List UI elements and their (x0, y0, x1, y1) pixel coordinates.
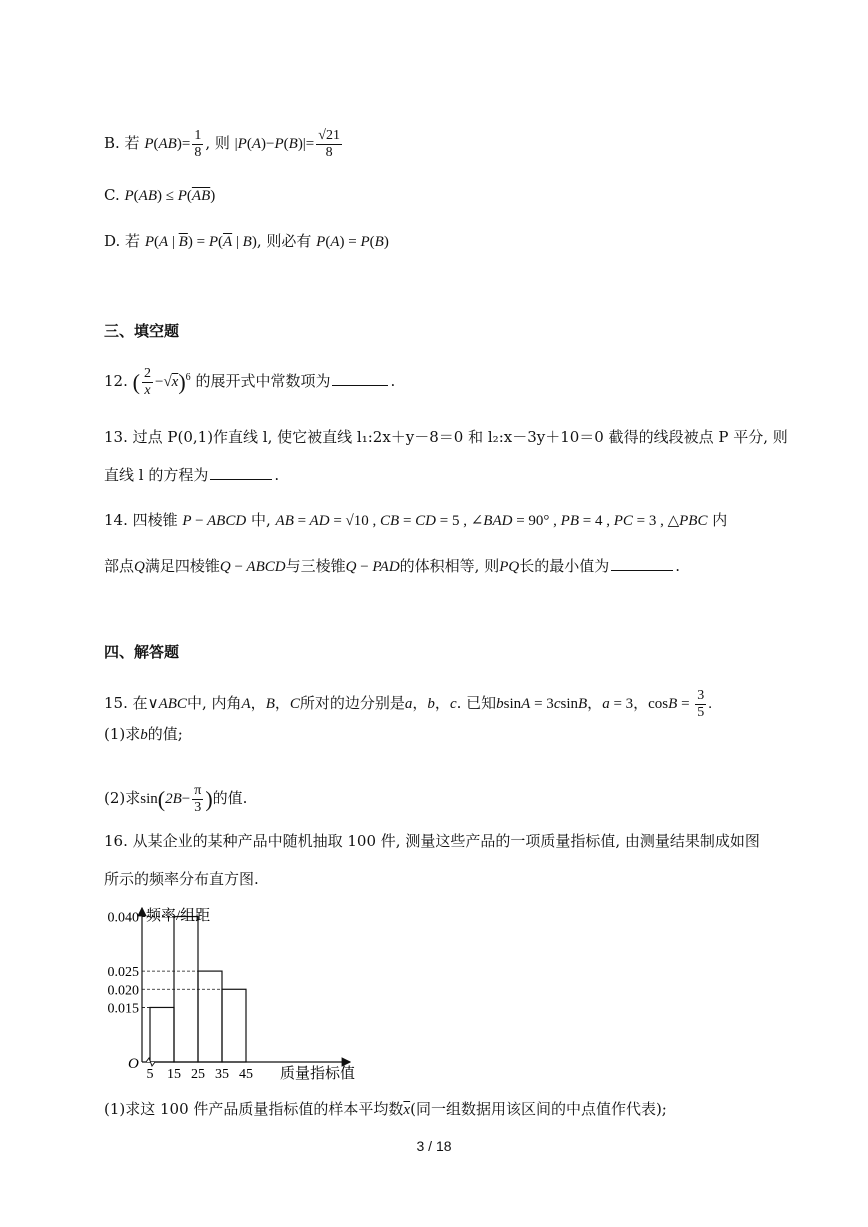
histogram-bar (150, 1007, 174, 1062)
option-d-conclusion: P(A) = P(B) (316, 234, 389, 250)
q12-answer-blank (332, 385, 388, 386)
q16-sub1-text: (1)求这 100 件产品质量指标值的样本平均数 (104, 1100, 404, 1118)
q14-answer-blank (611, 570, 673, 571)
q14-in: 中, (250, 511, 271, 529)
q14-pq: PQ (499, 559, 520, 575)
histogram-x-tick-label: 45 (239, 1067, 253, 1080)
option-d-then: , 则必有 (256, 232, 312, 250)
histogram-origin-label: O (128, 1056, 139, 1072)
q14-conditions: AB = AD = √10 , CB = CD = 5 , ∠BAD = 90° , PB = 4 , PC = 3 , △PBC (275, 513, 708, 529)
q14-line1 (104, 510, 727, 531)
option-c-label: C. (104, 186, 120, 204)
question-12 (104, 366, 395, 399)
q14-pyramid-q: Q − ABCD (219, 559, 286, 575)
q16-sub1 (104, 1099, 667, 1120)
option-c-inequality: $P(AB) \le P(\overline{AB})$ (124, 188, 216, 204)
histogram-bar (222, 989, 246, 1062)
q15-sub2-end: 的值. (212, 788, 248, 807)
q15-abc: A，B，C (241, 695, 300, 712)
option-b-then: , 则 (205, 133, 230, 152)
option-d-condition: P(A | $\overline{B}) = P(\overline{A}$ | B) (144, 234, 257, 250)
q14-volume: 的体积相等, 则 (399, 557, 500, 575)
histogram-x-tick-label: 5 (146, 1067, 154, 1080)
q15-sin-expression: sin(2B− $\frac{\pi}{3}$ ) (140, 783, 213, 815)
q15-b: b (140, 727, 148, 743)
q12-expression: ( $\frac{2}{x}$ −√x)$^6$ (132, 366, 191, 398)
q15-sides: 所对的边分别是 (299, 693, 405, 712)
q15-sub1-end: 的值; (147, 725, 183, 743)
q14-satisfy: 满足四棱锥 (144, 557, 220, 575)
option-b-condition: P(AB)= $\frac{1}{8}$ (144, 128, 202, 160)
q15-condition: bsinA = 3csinB，a = 3，cosB = $\frac{3}{5}$ . (496, 688, 713, 720)
q15-triangle: ∨ABC (147, 695, 187, 712)
histogram-y-tick-label: 0.015 (107, 1001, 139, 1017)
q15-sub2 (104, 783, 247, 816)
section-heading-fill-in: 三、填空题 (104, 322, 180, 340)
option-b-label: B. 若 (104, 133, 140, 152)
histogram-x-axis-label: 质量指标值 (280, 1066, 356, 1080)
q13-line1: 13. 过点 P(0,1)作直线 l, 使它被直线 l₁:2x＋y－8＝0 和 l₂:x－3y＋10＝0 截得的线段被点 P 平分, 则 (104, 428, 788, 446)
q16-line1: 16. 从某企业的某种产品中随机抽取 100 件, 测量这些产品的一项质量指标值, 由测量结果制成如图 (104, 832, 760, 850)
section-heading-solutions: 四、解答题 (104, 643, 180, 661)
histogram-y-tick-label: 0.025 (107, 965, 139, 981)
q14-and: 与三棱锥 (285, 557, 346, 575)
q13-line2-text: 直线 l 的方程为 (104, 466, 209, 484)
q12-text: 的展开式中常数项为 (195, 371, 331, 390)
q14-intro: 14. 四棱锥 (104, 511, 178, 529)
option-d (104, 231, 389, 252)
histogram-y-axis-label: 频率/组距 (146, 908, 211, 924)
option-d-label: D. 若 (104, 232, 141, 250)
q15-known: . 已知 (456, 693, 497, 712)
q15-intro: 15. 在 (104, 693, 148, 712)
histogram-x-tick-label: 25 (191, 1067, 205, 1080)
q12-end: . (390, 371, 396, 390)
q14-tetra: Q − PAD (345, 559, 400, 575)
histogram-y-tick-label: 0.020 (107, 983, 139, 999)
q15-sub2-text: (2)求 (104, 788, 141, 807)
q13-answer-blank (210, 479, 272, 480)
q14-inside: 内 (712, 511, 728, 529)
q15-sub1 (104, 724, 183, 745)
frequency-histogram (100, 900, 370, 1080)
option-c (104, 185, 215, 206)
q14-point-text: 部点 (104, 557, 135, 575)
q12-number: 12. (104, 371, 128, 390)
q15-sides-abc: a，b，c (404, 695, 457, 712)
q14-end: . (675, 557, 680, 575)
q15-sub1-text: (1)求 (104, 725, 141, 743)
histogram-x-tick-label: 35 (215, 1067, 229, 1080)
q16-sub1-end: (同一组数据用该区间的中点值作代表); (410, 1100, 667, 1118)
q16-mean-symbol: $\overline{x}$ (403, 1102, 411, 1118)
q16-line2: 所示的频率分布直方图. (104, 870, 259, 888)
histogram-x-tick-label: 15 (167, 1067, 181, 1080)
q13-end: . (274, 466, 280, 484)
option-b-conclusion: |P(A)−P(B)|= $\frac{√21}{8}$ (234, 128, 340, 160)
q15-angles: 中, 内角 (186, 693, 242, 712)
histogram-y-tick-label: 0.040 (107, 910, 139, 926)
q14-point-q: Q (134, 559, 145, 575)
q13-line2 (104, 465, 279, 485)
page-number: 3 / 18 (416, 1138, 452, 1154)
q14-min: 长的最小值为 (519, 557, 610, 575)
q15-line1 (104, 688, 712, 721)
q14-line2 (104, 556, 680, 577)
option-b (104, 128, 344, 161)
histogram-bar (198, 971, 222, 1062)
q14-pyramid: P − ABCD (182, 513, 247, 529)
